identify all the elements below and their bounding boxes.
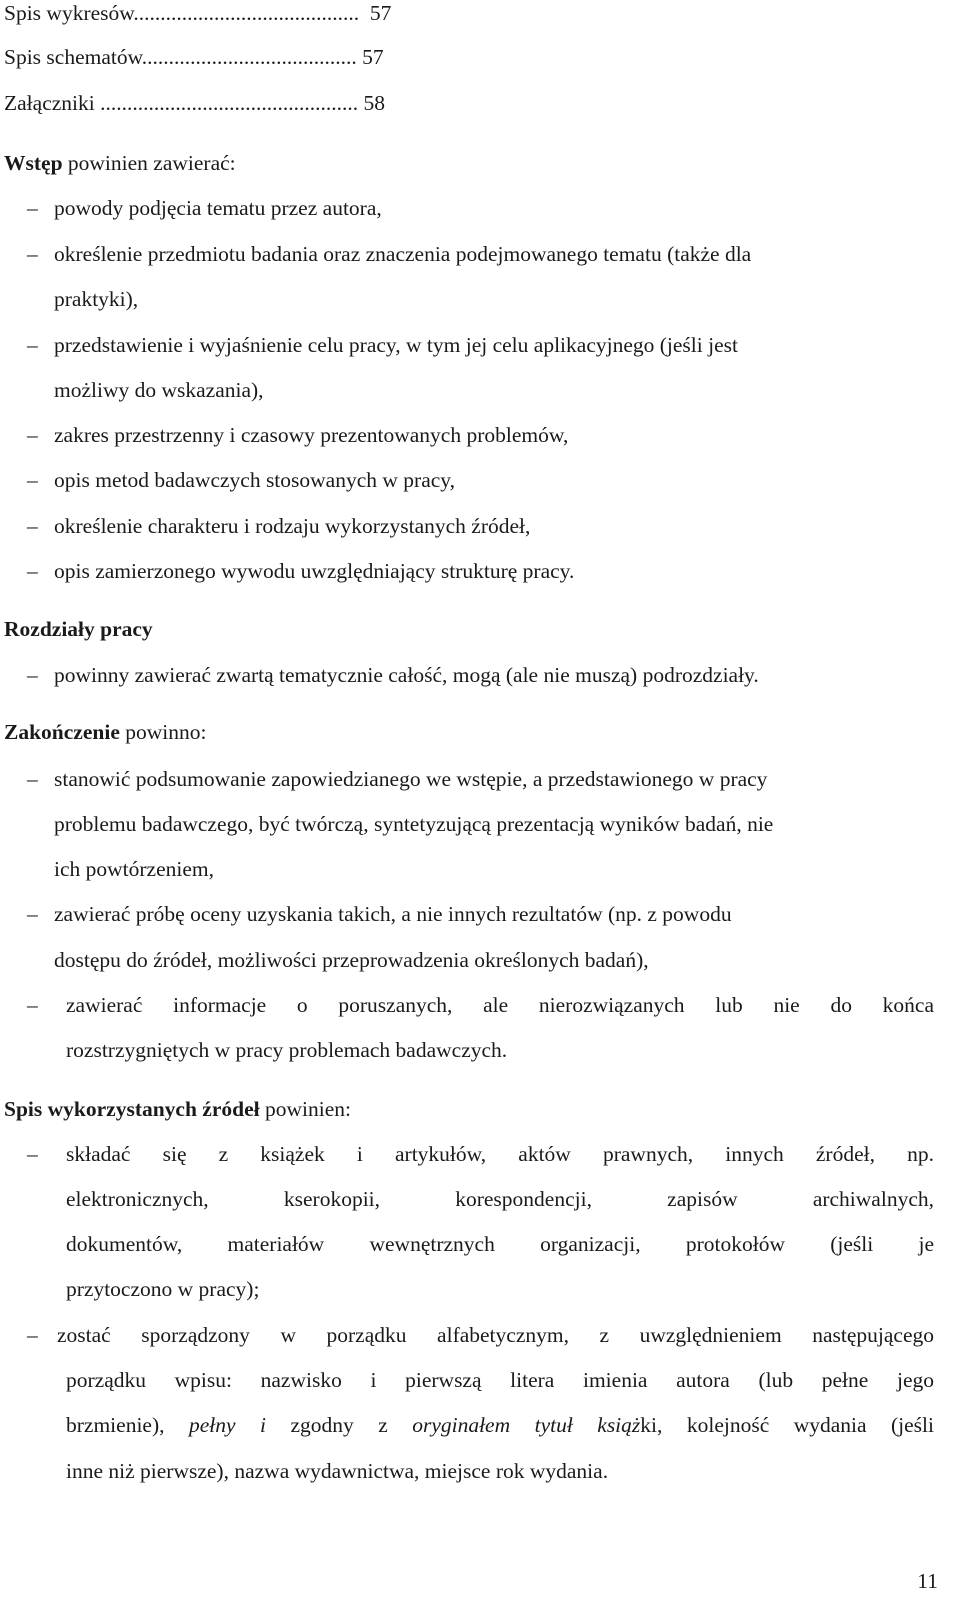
list-dash: –	[27, 242, 38, 266]
list-item-continuation: elektronicznych, kserokopii, korespondencji, zapisów archiwalnych,	[66, 1187, 934, 1211]
list-item-continuation: praktyki),	[54, 287, 139, 311]
list-item-continuation: inne niż pierwsze), nazwa wydawnictwa, miejsce rok wydania.	[66, 1459, 609, 1483]
list-dash: –	[27, 1142, 38, 1166]
list-item: zawierać informacje o poruszanych, ale nierozwiązanych lub nie do końca	[66, 993, 934, 1017]
section-intro: powinien:	[259, 1097, 351, 1121]
section-intro: powinien zawierać:	[62, 151, 236, 175]
list-item-continuation: ich powtórzeniem,	[54, 857, 215, 881]
list-dash: –	[27, 559, 38, 583]
section-heading-line	[4, 1095, 351, 1123]
list-dash: –	[27, 767, 38, 791]
page-number: 11	[917, 1569, 938, 1593]
list-dash: –	[27, 423, 38, 447]
list-item: określenie przedmiotu badania oraz znaczenia podejmowanego tematu (także dla	[54, 242, 752, 266]
list-dash: –	[27, 514, 38, 538]
toc-dots: ........................................	[141, 45, 357, 69]
text-run: zgodny z	[290, 1413, 413, 1437]
toc-page: 57	[369, 1, 392, 25]
list-dash: –	[27, 663, 38, 687]
list-dash: –	[27, 468, 38, 492]
list-item: określenie charakteru i rodzaju wykorzystanych źródeł,	[54, 514, 531, 538]
section-heading: Rozdziały pracy	[4, 617, 153, 641]
list-dash: –	[27, 993, 38, 1017]
toc-dots: ..........................................	[133, 1, 360, 25]
toc-page: 58	[363, 91, 385, 115]
list-item: zakres przestrzenny i czasowy prezentowanych problemów,	[54, 423, 569, 447]
list-item: opis metod badawczych stosowanych w pracy,	[54, 468, 456, 492]
toc-entry	[4, 89, 385, 117]
list-item: zostać sporządzony w porządku alfabetycznym, z uwzględnieniem następującego	[57, 1323, 934, 1347]
list-item: zawierać próbę oceny uzyskania takich, a nie innych rezultatów (np. z powodu	[54, 902, 732, 926]
list-item-continuation: możliwy do wskazania),	[54, 378, 264, 402]
list-item-continuation: dostępu do źródeł, możliwości przeprowadzenia określonych badań),	[54, 948, 649, 972]
section-heading-line	[4, 149, 236, 177]
toc-label: Spis schematów	[4, 45, 142, 69]
toc-entry	[4, 43, 384, 71]
section-heading: Spis wykorzystanych źródeł	[4, 1097, 260, 1121]
list-item-continuation: dokumentów, materiałów wewnętrznych organizacji, protokołów (jeśli je	[66, 1232, 934, 1256]
list-dash: –	[27, 333, 38, 357]
section-heading: Zakończenie	[4, 720, 120, 744]
toc-entry	[4, 0, 391, 27]
list-dash: –	[27, 1323, 38, 1347]
toc-label: Spis wykresów	[4, 1, 134, 25]
list-item: przedstawienie i wyjaśnienie celu pracy, w tym jej celu aplikacyjnego (jeśli jest	[54, 333, 738, 357]
toc-dots: ................................................	[100, 91, 359, 115]
list-item: opis zamierzonego wywodu uwzględniający strukturę pracy.	[54, 559, 575, 583]
italic-text: pełny i	[188, 1413, 266, 1437]
section-intro: powinno:	[119, 720, 207, 744]
text-run: ki, kolejność wydania (jeśli	[640, 1413, 934, 1437]
italic-text: oryginałem tytuł książ	[412, 1413, 641, 1437]
list-item: stanowić podsumowanie zapowiedzianego we wstępie, a przedstawionego w pracy	[54, 767, 768, 791]
toc-page: 57	[362, 45, 384, 69]
list-item: powinny zawierać zwartą tematycznie całość, mogą (ale nie muszą) podrozdziały.	[54, 663, 759, 687]
list-item: składać się z książek i artykułów, aktów prawnych, innych źródeł, np.	[66, 1142, 934, 1166]
list-item-continuation: problemu badawczego, być twórczą, syntetyzującą prezentacją wyników badań, nie	[54, 812, 774, 836]
list-item-continuation: porządku wpisu: nazwisko i pierwszą litera imienia autora (lub pełne jego	[66, 1368, 934, 1392]
list-dash: –	[27, 902, 38, 926]
toc-label: Załączniki	[4, 91, 95, 115]
list-item-continuation	[66, 1411, 934, 1439]
list-dash: –	[27, 196, 38, 220]
list-item-continuation: rozstrzygniętych w pracy problemach badawczych.	[66, 1038, 508, 1062]
section-heading: Wstęp	[4, 151, 63, 175]
list-item-continuation: przytoczono w pracy);	[66, 1277, 260, 1301]
text-run: brzmienie),	[66, 1413, 189, 1437]
list-item: powody podjęcia tematu przez autora,	[54, 196, 382, 220]
section-heading-line	[4, 718, 206, 746]
